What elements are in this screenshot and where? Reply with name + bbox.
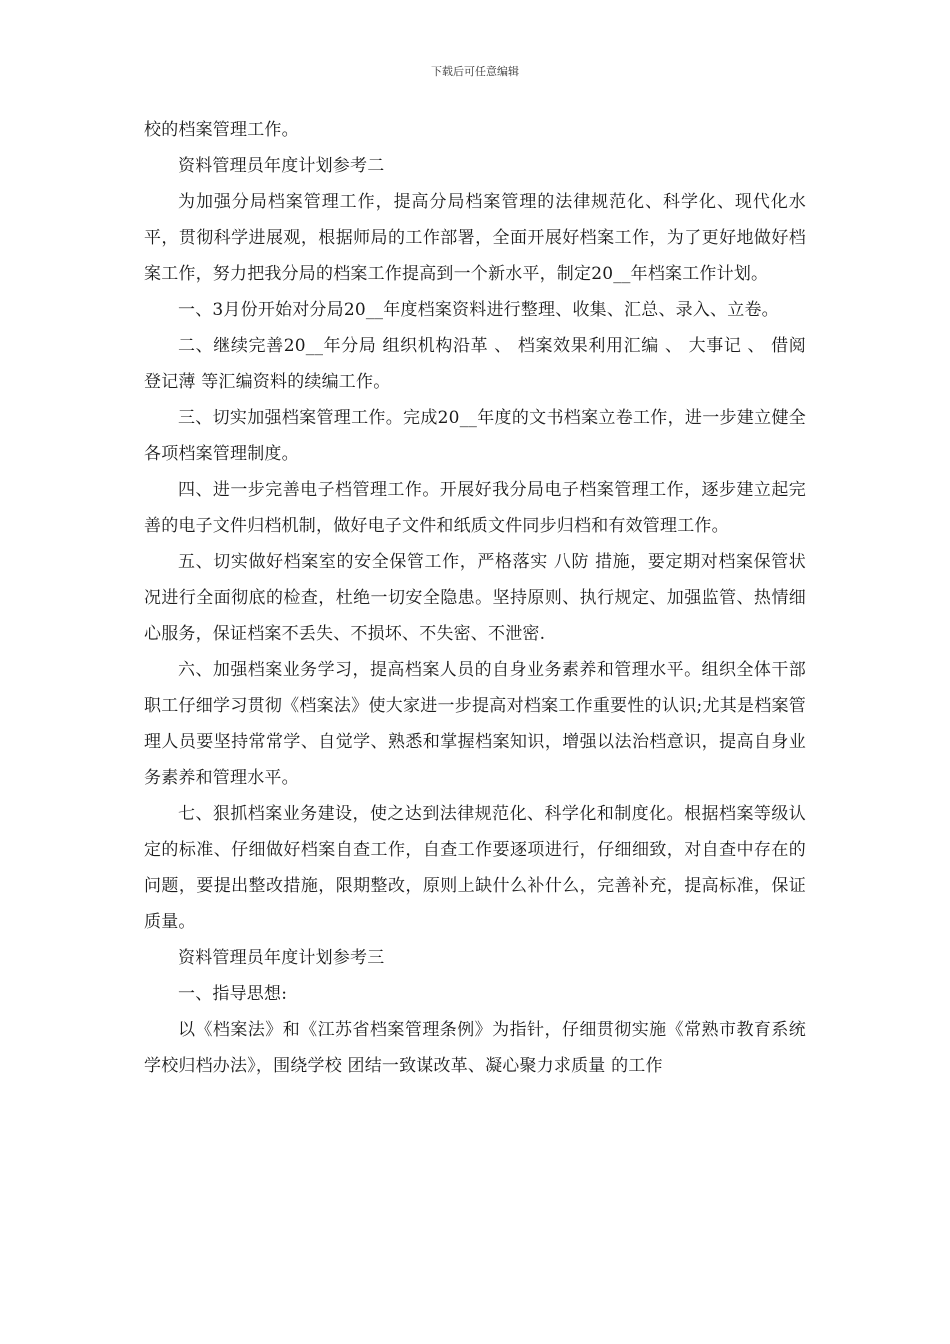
paragraph-item-7: 七、狠抓档案业务建设，使之达到法律规范化、科学化和制度化。根据档案等级认定的标准、仔细做好档案自查工作，自查工作要逐项进行，仔细细致，对自查中存在的问题，要提出整改措施，限期整改，原则上缺什么补什么，完善补充，提高标准，保证质量。 — [144, 804, 806, 932]
paragraph-item-4: 四、进一步完善电子档管理工作。开展好我分局电子档案管理工作，逐步建立起完善的电子文件归档机制，做好电子文件和纸质文件同步归档和有效管理工作。 — [144, 480, 806, 536]
paragraph-item-6: 六、加强档案业务学习，提高档案人员的自身业务素养和管理水平。组织全体干部职工仔细学习贯彻《档案法》使大家进一步提高对档案工作重要性的认识;尤其是档案管理人员要坚持常常学、自觉学、熟悉和掌握档案知识，增强以法治档意识，提高自身业务素养和管理水平。 — [144, 660, 806, 788]
section-heading-2: 资料管理员年度计划参考二 — [178, 156, 385, 176]
paragraph-item-1: 一、3月份开始对分局20__年度档案资料进行整理、收集、汇总、录入、立卷。 — [178, 300, 779, 320]
paragraph-intro: 为加强分局档案管理工作，提高分局档案管理的法律规范化、科学化、现代化水平，贯彻科学进展观，根据师局的工作部署，全面开展好档案工作，为了更好地做好档案工作，努力把我分局的档案工作提高到一个新水平，制定20__年档案工作计划。 — [144, 192, 806, 284]
paragraph-guiding-thought: 以《档案法》和《江苏省档案管理条例》为指针，仔细贯彻实施《常熟市教育系统学校归档办法》，围绕学校 团结一致谋改革、凝心聚力求质量 的工作 — [144, 1020, 806, 1076]
subheading-guiding-thought: 一、指导思想: — [178, 984, 288, 1004]
paragraph-item-5: 五、切实做好档案室的安全保管工作，严格落实 八防 措施，要定期对档案保管状况进行全面彻底的检查，杜绝一切安全隐患。坚持原则、执行规定、加强监管、热情细心服务，保证档案不丢失、不损坏、不失密、不泄密. — [144, 552, 806, 644]
page-header: 下载后可任意编辑 — [431, 65, 519, 78]
paragraph-item-3: 三、切实加强档案管理工作。完成20__年度的文书档案立卷工作，进一步建立健全各项档案管理制度。 — [144, 408, 806, 464]
section-heading-3: 资料管理员年度计划参考三 — [178, 948, 385, 968]
paragraph-item-2: 二、继续完善20__年分局 组织机构沿革 、 档案效果利用汇编 、 大事记 、 借阅登记薄 等汇编资料的续编工作。 — [144, 336, 806, 392]
document-body — [144, 112, 806, 1084]
paragraph-continuation: 校的档案管理工作。 — [144, 120, 299, 140]
